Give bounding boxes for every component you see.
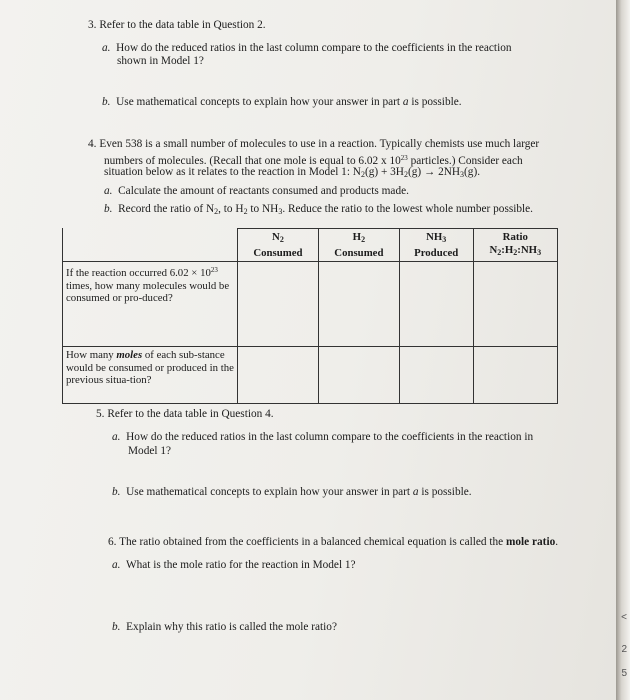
table-header-row [63,229,558,262]
header-ratio: Ratio $N_2:H_2:NH_3$ [473,229,557,262]
q5-heading: 5. Refer to the data table in Question 4. [96,408,274,420]
q5-part-a: a. How do the reduced ratios in the last column compare to the coefficients in the reaction in [112,431,534,443]
q6-part-b: b. Explain why this ratio is called the mole ratio? [112,621,337,633]
row2-n2-cell[interactable] [238,347,319,404]
q4-line1: 4. Even 538 is a small number of molecules to use in a reaction. Typically chemists use much larger [88,138,540,150]
row2-nh3-cell[interactable] [399,347,473,404]
q3-heading: 3. Refer to the data table in Question 2. [88,19,266,31]
chevron-left-icon: < [621,612,627,623]
page-edge-binding [616,0,630,700]
q4-part-b: b. Record the ratio of $N_2$, to $H_2$ to $NH_3$. Reduce the ratio to the lowest whole number possible. [104,203,533,216]
header-n2-consumed: $N_2$ Consumed [238,229,319,262]
table-corner-cell [63,229,238,262]
header-nh3-produced: $NH_3$ Produced [399,229,473,262]
q5-part-b: b. Use mathematical concepts to explain how your answer in part a is possible. [112,486,472,498]
header-h2-consumed: $H_2$ Consumed [318,229,399,262]
q5-part-a-cont: Model 1? [128,445,171,457]
table-row [63,262,558,347]
row2-label: How many moles of each sub-stance would be consumed or produced in the previous situa-tion? [63,347,238,404]
q3-part-a-cont: shown in Model 1? [117,55,204,67]
q4-line3: situation below as it relates to the reaction in Model 1: $N_2(g) + 3H_2(g) \to 2NH_3(g)$. [104,166,481,179]
row1-nh3-cell[interactable] [399,262,473,347]
q4-line2: numbers of molecules. (Recall that one mole is equal to 6.02 x $10^{23}$ particles.) Consider each [104,154,523,167]
row1-ratio-cell[interactable] [473,262,557,347]
ratio-data-table [62,228,558,404]
q3-part-b: b. Use mathematical concepts to explain how your answer in part a is possible. [102,96,462,108]
row2-h2-cell[interactable] [318,347,399,404]
row2-ratio-cell[interactable] [473,347,557,404]
row1-n2-cell[interactable] [238,262,319,347]
row1-label: If the reaction occurred $6.02 \times 10^{23}$ times, how many molecules would be consumed or pro-duced? [63,262,238,347]
q4-part-a: a. Calculate the amount of reactants consumed and products made. [104,185,409,197]
edge-mark-2: 5 [621,668,627,679]
edge-mark-1: 2 [621,644,627,655]
table-row [63,347,558,404]
row1-h2-cell[interactable] [318,262,399,347]
q6-part-a: a. What is the mole ratio for the reaction in Model 1? [112,559,356,571]
q3-part-a: a. How do the reduced ratios in the last column compare to the coefficients in the reaction [102,42,512,54]
q6-heading: 6. The ratio obtained from the coefficients in a balanced chemical equation is called the mole ratio. [108,536,559,548]
